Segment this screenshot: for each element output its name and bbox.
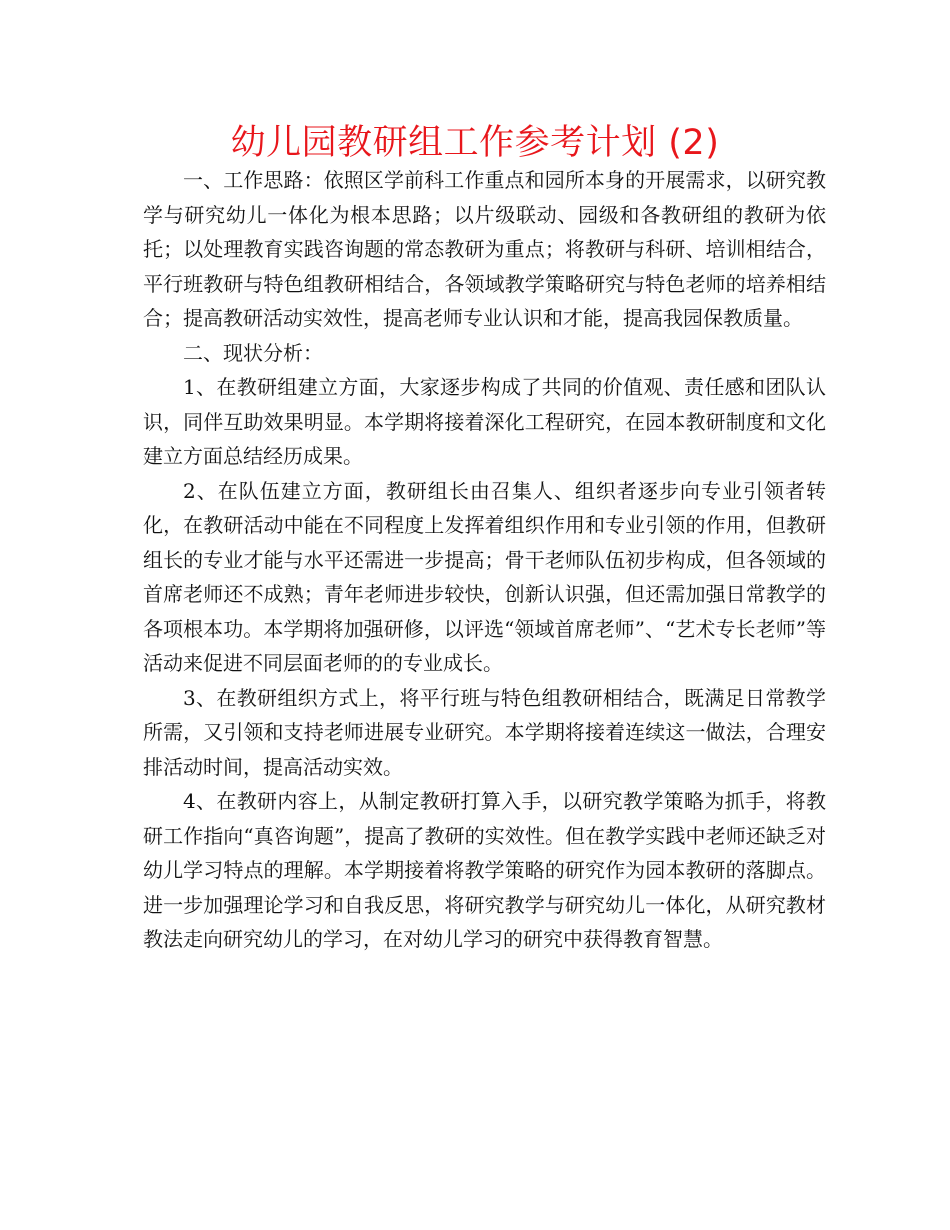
paragraph-point-4: 4、在教研内容上，从制定教研打算入手，以研究教学策略为抓手，将教研工作指向“真咨询题”，提高了教研的实效性。但在教学实践中老师还缺乏对幼儿学习特点的理解。本学期接着将教学策略的研究作为园本教研的落脚点。进一步加强理论学习和自我反思，将研究教学与研究幼儿一体化，从研究教材教法走向研究幼儿的学习，在对幼儿学习的研究中获得教育智慧。 (143, 789, 826, 951)
paragraph-point-1: 1、在教研组建立方面，大家逐步构成了共同的价值观、责任感和团队认识，同伴互助效果明显。本学期将接着深化工程研究，在园本教研制度和文化建立方面总结经历成果。 (143, 375, 826, 468)
paragraph-point-2: 2、在队伍建立方面，教研组长由召集人、组织者逐步向专业引领者转化，在教研活动中能在不同程度上发挥着组织作用和专业引领的作用，但教研组长的专业才能与水平还需进一步提高；骨干老师队伍初步构成，但各领域的首席老师还不成熟；青年老师进步较快，创新认识强，但还需加强日常教学的各项根本功。本学期将加强研修，以评选“领域首席老师”、“艺术专长老师”等活动来促进不同层面老师的的专业成长。 (143, 478, 826, 675)
document-title: 幼儿园教研组工作参考计划 (2) (230, 123, 720, 163)
document-body (143, 163, 826, 957)
paragraph-status-heading: 二、现状分析： (183, 340, 323, 365)
paragraph-point-3: 3、在教研组织方式上，将平行班与特色组教研相结合，既满足日常教学所需，又引领和支持老师进展专业研究。本学期将接着连续这一做法，合理安排活动时间，提高活动实效。 (143, 685, 826, 779)
paragraph-work-approach: 一、工作思路：依照区学前科工作重点和园所本身的开展需求，以研究教学与研究幼儿一体化为根本思路；以片级联动、园级和各教研组的教研为依托；以处理教育实践咨询题的常态教研为重点；将教研与科研、培训相结合，平行班教研与特色组教研相结合，各领域教学策略研究与特色老师的培养相结合；提高教研活动实效性，提高老师专业认识和才能，提高我园保教质量。 (143, 168, 826, 330)
